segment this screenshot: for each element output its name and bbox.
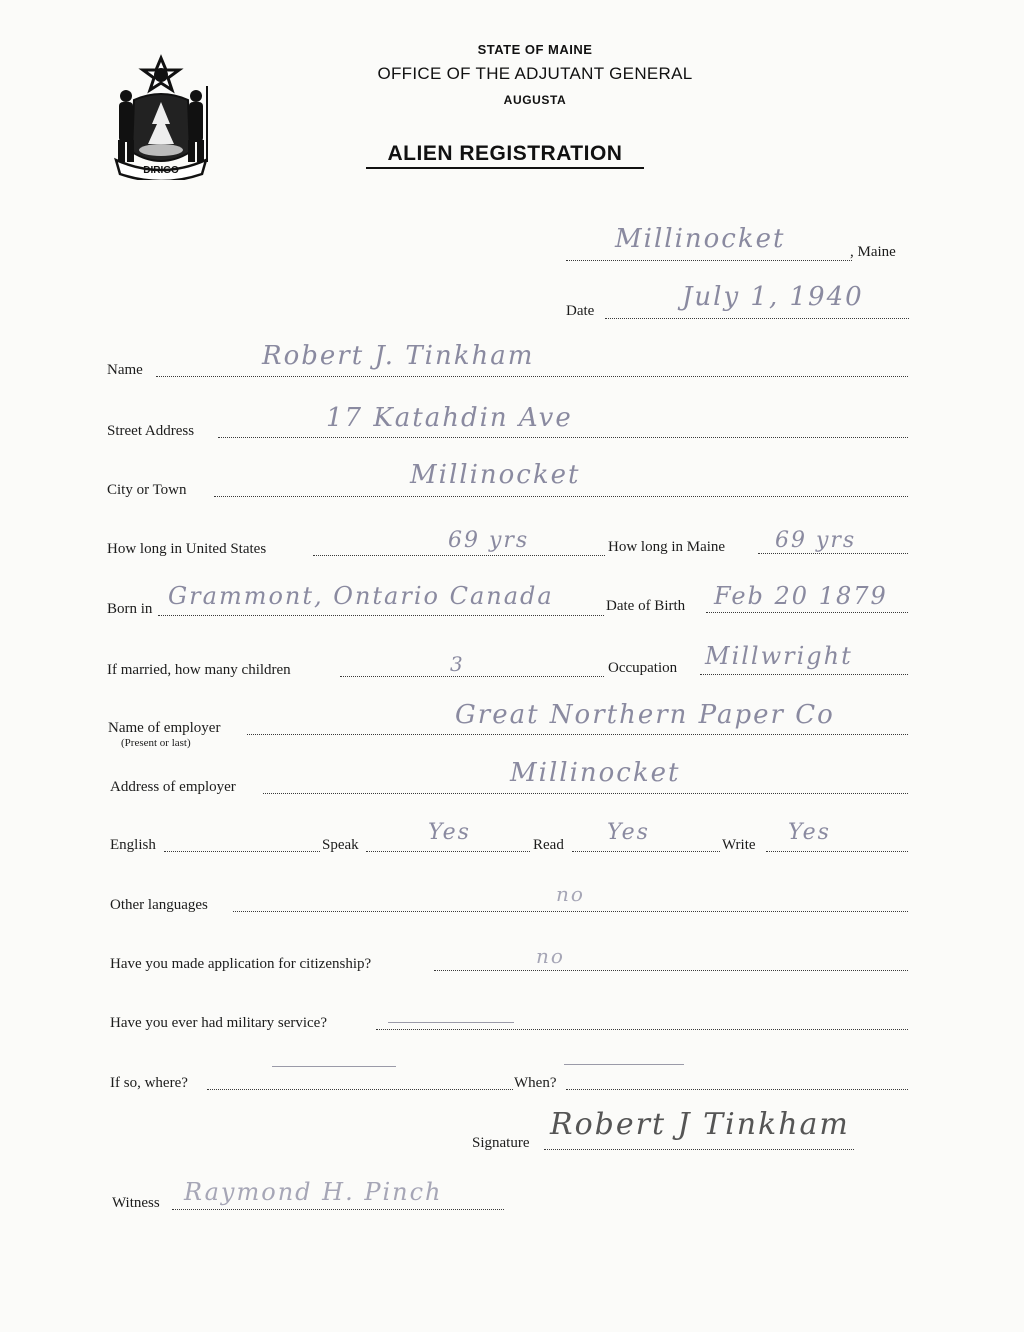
read-value: Yes <box>607 820 650 845</box>
citizenship-label: Have you made application for citizenship? <box>110 956 372 972</box>
military-label: Have you ever had military service? <box>110 1015 327 1031</box>
write-label: Write <box>722 837 756 853</box>
born-value: Grammont, Ontario Canada <box>168 582 554 610</box>
when-dash-mark <box>564 1064 684 1065</box>
children-label: If married, how many children <box>107 662 291 678</box>
date-label: Date <box>566 303 595 319</box>
occupation-label: Occupation <box>608 660 678 676</box>
employer-address-field-line <box>263 793 908 794</box>
state-heading: STATE OF MAINE <box>477 42 593 57</box>
citizenship-value: no <box>536 944 565 968</box>
maine-years-value: 69 yrs <box>775 528 857 553</box>
city-value: Millinocket <box>410 460 581 490</box>
street-field-line <box>218 437 908 438</box>
title-underline <box>366 167 644 169</box>
where-field-line <box>207 1089 513 1090</box>
city-label: City or Town <box>107 482 187 498</box>
speak-value: Yes <box>428 820 471 845</box>
read-field-line <box>572 851 720 852</box>
name-value: Robert J. Tinkham <box>262 341 535 371</box>
form-title: ALIEN REGISTRATION <box>387 142 623 165</box>
citizenship-field-line <box>434 970 908 971</box>
english-label: English <box>110 837 156 853</box>
born-label: Born in <box>107 601 153 617</box>
date-value: July 1, 1940 <box>682 282 864 312</box>
witness-label: Witness <box>112 1195 160 1211</box>
us-years-value: 69 yrs <box>448 528 530 553</box>
name-label: Name <box>107 362 143 378</box>
speak-field-line <box>366 851 530 852</box>
witness-field-line <box>172 1209 504 1210</box>
occupation-field-line <box>700 674 908 675</box>
signature-field-line <box>544 1149 854 1150</box>
city-field-line <box>214 496 908 497</box>
write-field-line <box>766 851 908 852</box>
us-years-label: How long in United States <box>107 541 267 557</box>
employer-address-label: Address of employer <box>110 779 236 795</box>
name-field-line <box>156 376 908 377</box>
maine-years-field-line <box>758 553 908 554</box>
place-value: Millinocket <box>615 224 786 254</box>
where-dash-mark <box>272 1066 396 1067</box>
employer-sublabel: (Present or last) <box>121 737 191 749</box>
employer-label: Name of employer <box>108 720 221 736</box>
children-field-line <box>340 676 604 677</box>
speak-label: Speak <box>322 837 359 853</box>
employer-field-line <box>247 734 908 735</box>
street-label: Street Address <box>107 423 195 439</box>
signature-value: Robert J Tinkham <box>550 1107 850 1142</box>
dob-value: Feb 20 1879 <box>714 582 888 610</box>
when-field-line <box>566 1089 908 1090</box>
write-value: Yes <box>788 820 831 845</box>
employer-value: Great Northern Paper Co <box>455 700 835 730</box>
other-languages-value: no <box>556 882 585 906</box>
children-value: 3 <box>450 652 465 676</box>
military-field-line <box>376 1029 908 1030</box>
english-field-line <box>164 851 320 852</box>
maine-state-seal-icon <box>104 52 218 180</box>
witness-value: Raymond H. Pinch <box>184 1178 443 1206</box>
maine-years-label: How long in Maine <box>608 539 726 555</box>
seal-banner-text: DIRIGO <box>143 165 179 176</box>
signature-label: Signature <box>472 1135 530 1151</box>
place-field-line <box>566 260 852 261</box>
dob-label: Date of Birth <box>606 598 686 614</box>
occupation-value: Millwright <box>705 642 853 670</box>
place-label: , Maine <box>850 244 896 260</box>
street-value: 17 Katahdin Ave <box>326 403 573 433</box>
where-label: If so, where? <box>110 1075 188 1091</box>
other-languages-field-line <box>233 911 908 912</box>
employer-address-value: Millinocket <box>510 758 681 788</box>
other-languages-label: Other languages <box>110 897 208 913</box>
dob-field-line <box>706 612 908 613</box>
date-field-line <box>605 318 909 319</box>
us-years-field-line <box>313 555 605 556</box>
military-dash-mark <box>388 1022 514 1023</box>
read-label: Read <box>533 837 564 853</box>
born-field-line <box>158 615 604 616</box>
city-heading: AUGUSTA <box>503 93 567 107</box>
office-heading: OFFICE OF THE ADJUTANT GENERAL <box>377 64 693 83</box>
when-label: When? <box>514 1075 557 1091</box>
